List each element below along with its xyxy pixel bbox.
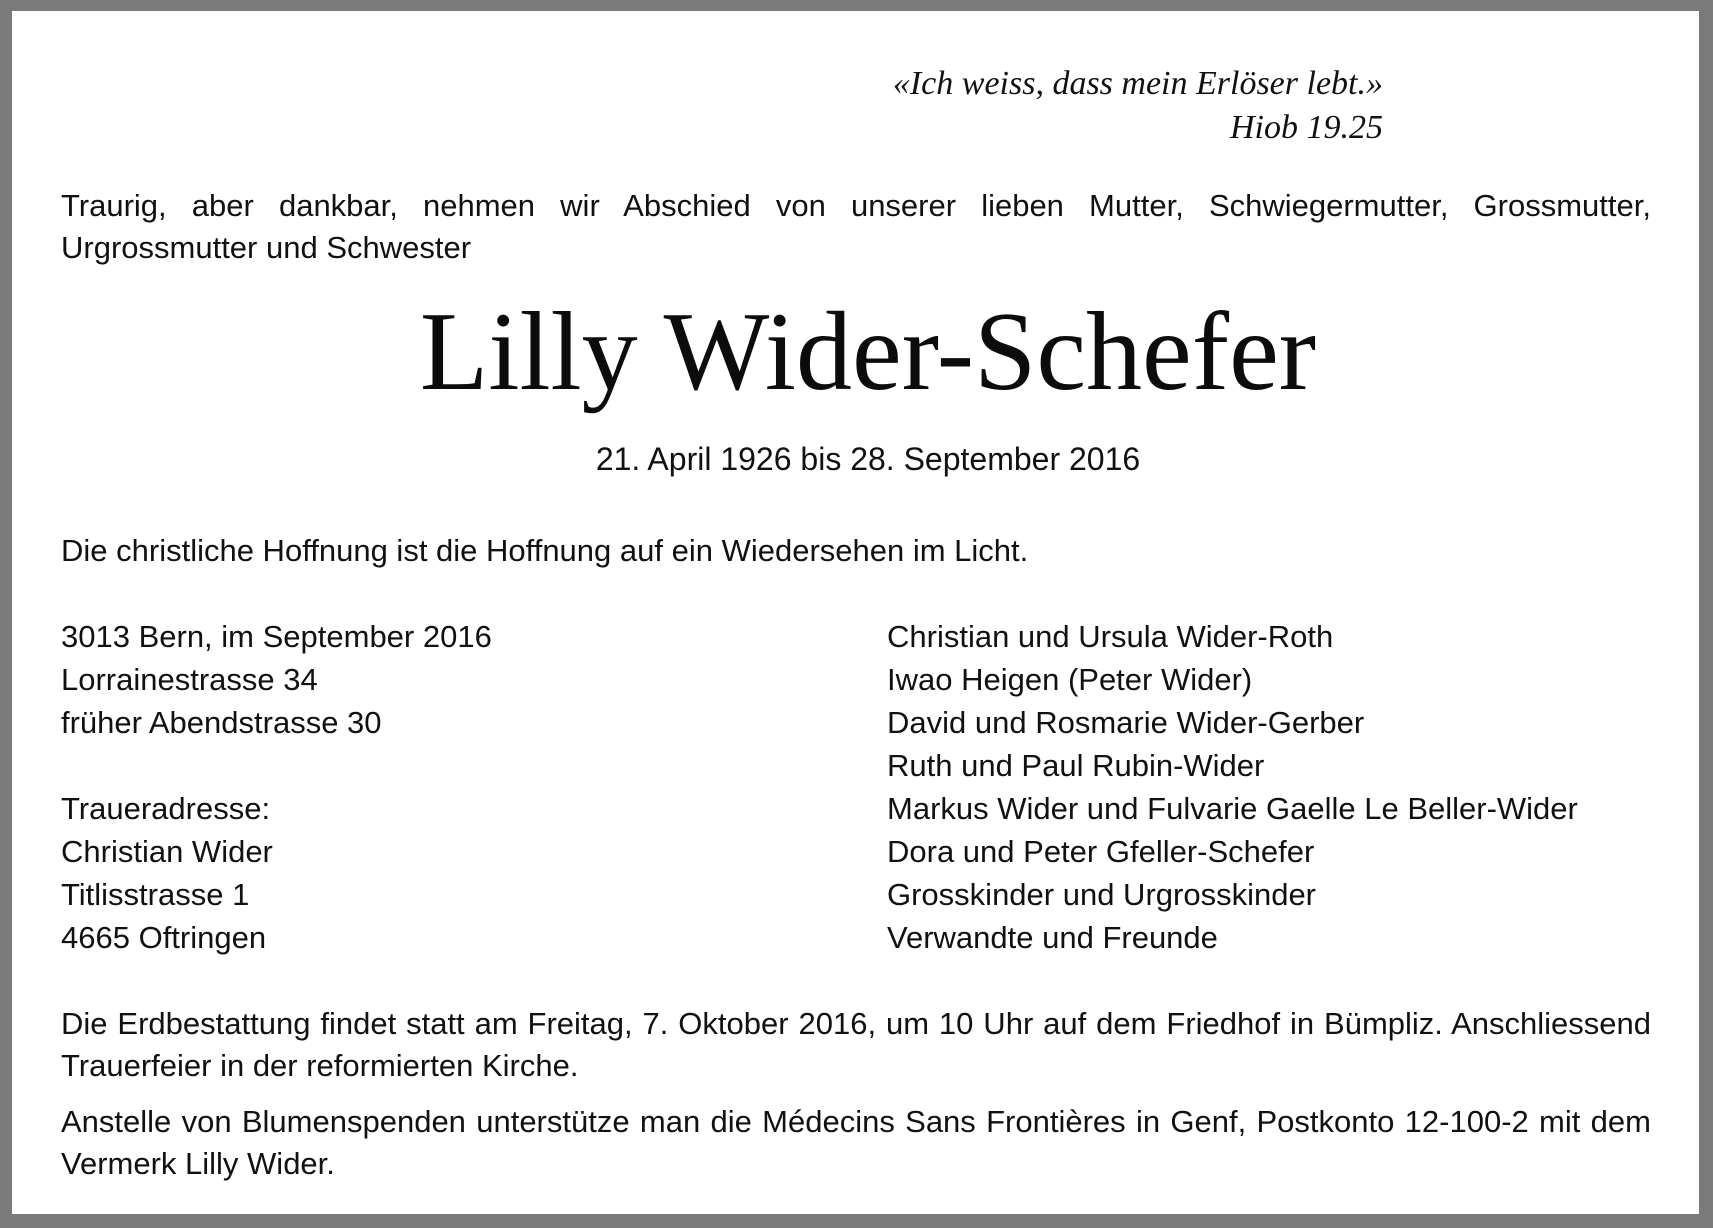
mourner-item: Grosskinder und Urgrosskinder — [887, 877, 1317, 912]
deceased-name: Lilly Wider-Schefer — [419, 290, 1317, 414]
street-address: Lorrainestrasse 34 — [61, 662, 318, 697]
mourner-item: David und Rosmarie Wider-Gerber — [887, 705, 1365, 740]
hope-text: Die christliche Hoffnung ist die Hoffnung auf ein Wiedersehen im Licht. — [61, 533, 1029, 568]
quote-reference: Hiob 19.25 — [1230, 109, 1383, 146]
mourners-list — [887, 615, 1578, 959]
address-column — [61, 615, 492, 959]
donation-info: Anstelle von Blumenspenden unterstütze man die Médecins Sans Frontières in Genf, Postkonto 12-100-2 mit dem Vermerk Lilly Wider. — [61, 1104, 1651, 1181]
intro-text: Traurig, aber dankbar, nehmen wir Abschied von unserer lieben Mutter, Schwiegermutter, Grossmutter, Urgrossmutter und Schwester — [61, 188, 1651, 265]
mourning-address-street: Titlisstrasse 1 — [61, 877, 250, 912]
mourner-item: Markus Wider und Fulvarie Gaelle Le Beller-Wider — [887, 791, 1578, 826]
mourning-address-name: Christian Wider — [61, 834, 273, 869]
place-date: 3013 Bern, im September 2016 — [61, 619, 492, 654]
mourning-address-city: 4665 Oftringen — [61, 920, 267, 955]
life-dates: 21. April 1926 bis 28. September 2016 — [595, 441, 1141, 477]
former-address: früher Abendstrasse 30 — [61, 705, 382, 740]
mourner-item: Iwao Heigen (Peter Wider) — [887, 662, 1253, 697]
mourning-address-label: Traueradresse: — [61, 791, 271, 826]
quote-text: «Ich weiss, dass mein Erlöser lebt.» — [892, 65, 1383, 102]
bible-quote — [893, 62, 1383, 150]
spacer — [61, 744, 492, 787]
burial-info: Die Erdbestattung findet statt am Freitag, 7. Oktober 2016, um 10 Uhr auf dem Friedhof in Bümpliz. Anschliessend Trauerfeier in der reformierten Kirche. — [61, 1006, 1651, 1083]
mourner-item: Christian und Ursula Wider-Roth — [887, 619, 1334, 654]
mourner-item: Dora und Peter Gfeller-Schefer — [887, 834, 1315, 869]
mourner-item: Ruth und Paul Rubin-Wider — [887, 748, 1265, 783]
mourner-item: Verwandte und Freunde — [887, 920, 1218, 955]
obituary-card — [12, 11, 1699, 1214]
